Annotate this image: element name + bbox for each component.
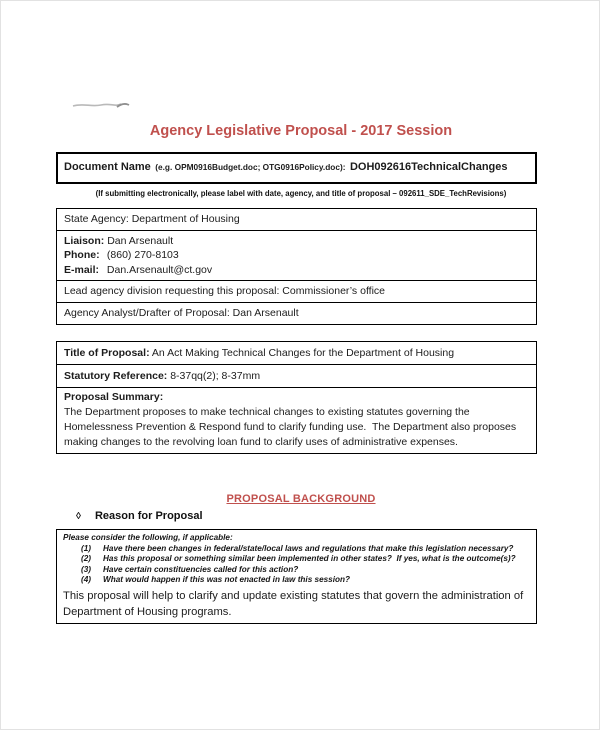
proposal-title-label: Title of Proposal: (64, 347, 150, 359)
pen-scribble-mark (71, 98, 133, 112)
diamond-bullet-icon: ◊ (76, 511, 81, 522)
agency-analyst-row: Agency Analyst/Drafter of Proposal: Dan Arsenault (57, 302, 536, 324)
state-agency-row: State Agency: Department of Housing (64, 213, 240, 225)
reason-for-proposal-box (56, 529, 537, 624)
lead-division-row: Lead agency division requesting this proposal: Commissioner’s office (57, 280, 536, 302)
proposal-summary-text: The Department proposes to make technical changes to existing statutes governing the Homelessness Prevention & Respond fund to clarify funding use. The Department also proposes making changes to the revolving loan fund to clarify uses of administrative expenses. (64, 406, 520, 448)
liaison-contact-row (57, 230, 536, 280)
statutory-reference-value: 8-37qq(2); 8-37mm (167, 370, 261, 382)
proposal-info-table (56, 341, 537, 454)
document-name-label: Document Name (64, 161, 151, 173)
statutory-reference-row (57, 364, 536, 387)
proposal-background-heading: PROPOSAL BACKGROUND (226, 493, 376, 505)
guiding-question-2 (81, 554, 529, 565)
document-name-hint: (e.g. OPM0916Budget.doc; OTG0916Policy.doc): (155, 162, 346, 172)
proposal-title-row (57, 342, 536, 364)
document-name-box (56, 152, 537, 184)
guiding-question-3 (81, 565, 529, 576)
reason-answer-text: This proposal will help to clarify and update existing statutes that govern the administration of Department of Housing programs. (63, 589, 524, 619)
question-text: Have certain constituencies called for this action? (103, 564, 299, 574)
phone-line (64, 248, 529, 262)
reason-for-proposal-heading (76, 510, 203, 522)
reason-for-proposal-label: Reason for Proposal (94, 510, 203, 522)
document-name-value: DOH092616TechnicalChanges (349, 161, 508, 173)
phone-label: Phone: (64, 249, 100, 262)
proposal-summary-row (57, 387, 536, 453)
question-number: (3) (81, 564, 92, 574)
liaison-label: Liaison: (64, 235, 105, 247)
question-number: (2) (81, 554, 92, 564)
consider-intro-text: Please consider the following, if applicable: (63, 533, 233, 542)
agency-info-table (56, 208, 537, 325)
guiding-question-4 (81, 575, 529, 586)
question-text: Has this proposal or something similar been implemented in other states? If yes, what is the outcome(s)? (103, 554, 516, 564)
guiding-questions-list (81, 544, 529, 586)
liaison-line (64, 234, 529, 248)
phone-value: (860) 270-8103 (106, 249, 179, 262)
email-value: Dan.Arsenault@ct.gov (106, 263, 213, 276)
proposal-title-value: An Act Making Technical Changes for the Department of Housing (149, 347, 455, 359)
email-line (64, 263, 529, 277)
guiding-question-1 (81, 544, 529, 555)
question-text: Have there been changes in federal/state/local laws and regulations that make this legislation necessary? (103, 543, 514, 553)
proposal-summary-label: Proposal Summary: (64, 391, 164, 403)
electronic-submission-note: (If submitting electronically, please label with date, agency, and title of proposal – 092611_SDE_TechRevisions) (95, 189, 507, 198)
liaison-value: Dan Arsenault (107, 235, 174, 247)
question-number: (1) (81, 543, 92, 553)
question-text: What would happen if this was not enacted in law this session? (103, 575, 351, 585)
statutory-reference-label: Statutory Reference: (64, 370, 168, 382)
question-number: (4) (81, 575, 92, 585)
page-title: Agency Legislative Proposal - 2017 Session (149, 123, 453, 139)
email-label: E-mail: (64, 263, 100, 276)
